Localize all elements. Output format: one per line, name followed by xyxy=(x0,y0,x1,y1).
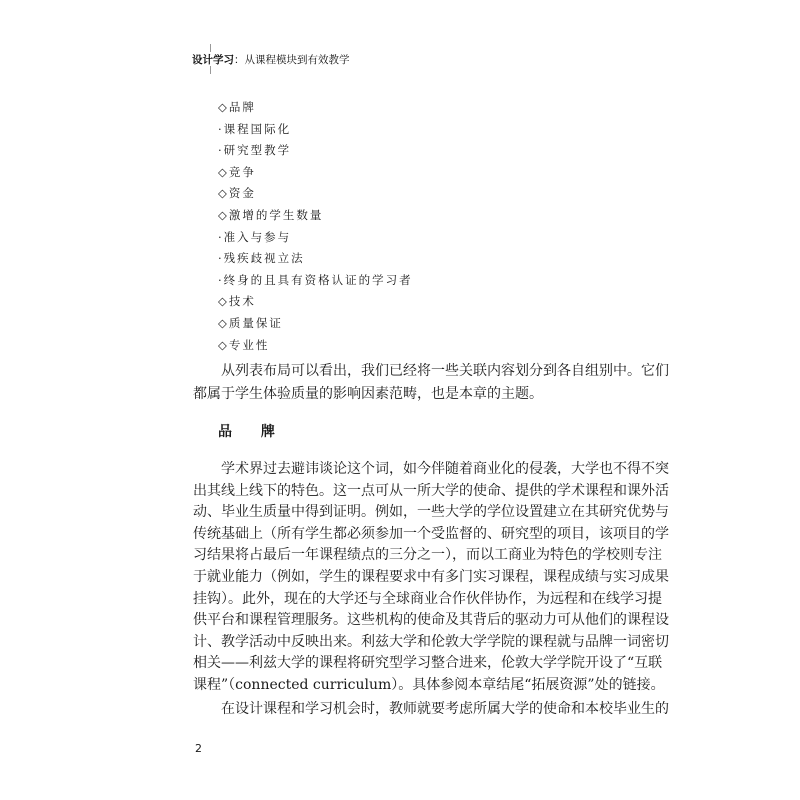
text-line: 习结果将占最后一年课程绩点的三分之一），而以工商业为特色的学校则专注 xyxy=(193,547,662,564)
list-item: ◇技术 xyxy=(218,294,256,309)
paragraph-brand xyxy=(193,459,669,697)
paragraph-intro xyxy=(193,360,669,406)
list-item: ·准入与参与 xyxy=(218,229,292,244)
list-item: ·研究型教学 xyxy=(218,143,292,158)
header-rule-bottom xyxy=(210,66,211,74)
running-header xyxy=(192,52,350,67)
page-number: 2 xyxy=(195,742,202,755)
text-line: 学术界过去避讳谈论这个词，如今伴随着商业化的侵袭，大学也不得不突 xyxy=(221,461,669,477)
text-line: 挂钩）。此外，现在的大学还与全球商业合作伙伴协作，为远程和在线学习提 xyxy=(193,590,662,607)
list-item: ◇竞争 xyxy=(218,164,256,179)
text-line: 在设计课程和学习机会时，教师就要考虑所属大学的使命和本校毕业生的 xyxy=(221,701,669,717)
factor-list xyxy=(218,97,413,356)
text-line: 计、教学活动中反映出来。利兹大学和伦敦大学学院的课程就与品牌一词密切 xyxy=(193,633,669,650)
text-line: 出其线上线下的特色。这一点可从一所大学的使命、提供的学术课程和课外活 xyxy=(193,482,669,499)
section-heading: 品 牌 xyxy=(218,424,287,440)
text-line: 传统基础上（所有学生都必须参加一个受监督的、研究型的项目，该项目的学 xyxy=(193,525,669,542)
header-title-bold: 设计学习 xyxy=(192,54,234,66)
list-item: ◇质量保证 xyxy=(218,315,283,330)
list-item: ◇专业性 xyxy=(218,337,270,352)
text-line: 于就业能力（例如，学生的课程要求中有多门实习课程，课程成绩与实习成果 xyxy=(193,568,669,585)
list-item: ·终身的且具有资格认证的学习者 xyxy=(218,272,413,287)
paragraph-design xyxy=(193,699,669,721)
text-line: 相关——利兹大学的课程将研究型学习整合进来，伦敦大学学院开设了“互联 xyxy=(193,655,663,672)
list-item: ◇激增的学生数量 xyxy=(218,207,324,222)
text-line: 供平台和课程管理服务。这些机构的使命及其背后的驱动力可从他们的课程设 xyxy=(193,612,669,629)
list-item: ◇资金 xyxy=(218,186,256,201)
list-item: ◇品牌 xyxy=(218,100,256,114)
text-line: 从列表布局可以看出，我们已经将一些关联内容划分到各自组别中。它们 xyxy=(221,363,669,379)
header-rule-top xyxy=(210,44,211,52)
list-item: ·课程国际化 xyxy=(218,121,292,136)
text-line: 动、毕业生质量中得到证明。例如，一些大学的学位设置建立在其研究优势与 xyxy=(193,504,669,521)
list-item: ·残疾歧视立法 xyxy=(218,251,305,266)
header-title-rest: ：从课程模块到有效教学 xyxy=(234,54,350,66)
text-line: 课程”（connected curriculum）。具体参阅本章结尾“拓展资源”处的链接。 xyxy=(193,676,665,693)
text-line: 都属于学生体验质量的影响因素范畴，也是本章的主题。 xyxy=(193,386,543,402)
